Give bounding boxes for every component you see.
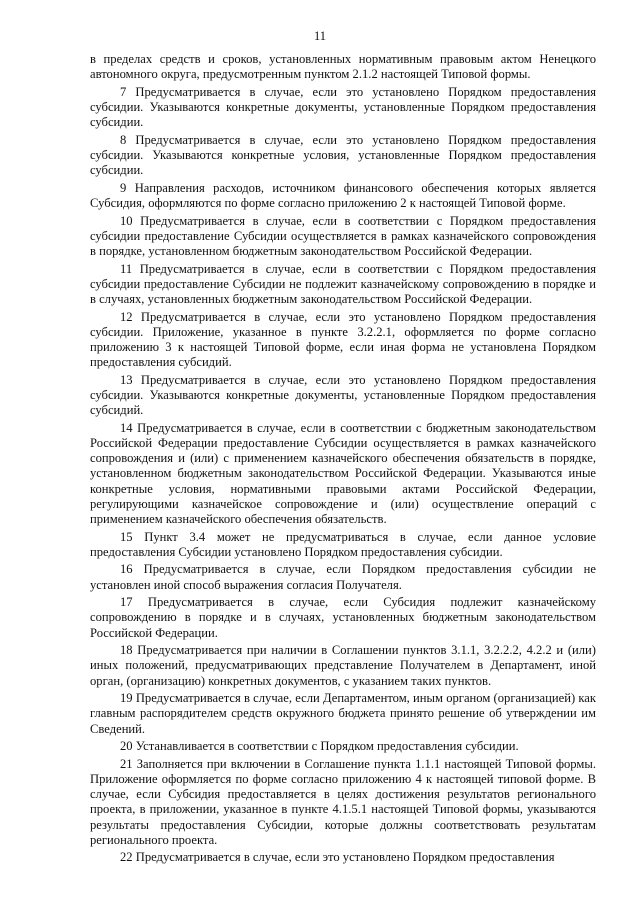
footnote-paragraph: 13 Предусматривается в случае, если это установлено Порядком предоставления субсидии. Указываются конкретные документы, установленные Порядком предоставления субсидий. [90, 372, 596, 418]
footnote-paragraph: 9 Направления расходов, источником финансового обеспечения которых является Субсидия, оформляются по форме согласно приложению 2 к настоящей Типовой форме. [90, 180, 596, 210]
footnote-paragraph: 8 Предусматривается в случае, если это установлено Порядком предоставления субсидии. Указываются конкретные условия, установленные Порядком предоставления субсидии. [90, 132, 596, 178]
footnote-paragraph: 16 Предусматривается в случае, если Порядком предоставления субсидии не установлен иной способ выражения согласия Получателя. [90, 562, 596, 592]
footnote-paragraph: 17 Предусматривается в случае, если Субсидия подлежит казначейскому сопровождению в порядке и в случаях, установленных бюджетным законодательством Российской Федерации. [90, 595, 596, 640]
footnote-paragraph: 15 Пункт 3.4 может не предусматриваться в случае, если данное условие предоставления Субсидии установлено Порядком предоставления субсидии. [90, 529, 596, 559]
footnote-paragraph: 7 Предусматривается в случае, если это установлено Порядком предоставления субсидии. Указываются конкретные документы, установленные Порядком предоставления субсидии. [90, 84, 596, 130]
footnote-paragraph: 20 Устанавливается в соответствии с Порядком предоставления субсидии. [120, 739, 519, 754]
footnote-paragraph: 22 Предусматривается в случае, если это установлено Порядком предоставления [120, 850, 555, 865]
footnote-paragraph: 18 Предусматривается при наличии в Соглашении пунктов 3.1.1, 3.2.2.2, 4.2.2 и (или) иных положений, предусматривающих представление Получателем в Департамент, иной орган, (организацию) конкретных документов, с указанием таких пунктов. [90, 643, 596, 688]
footnotes-body [90, 52, 596, 868]
footnote-paragraph: 14 Предусматривается в случае, если в соответствии с бюджетным законодательством Российской Федерации предоставление Субсидии осуществляется в рамках казначейского сопровождения и (или) с применением казначейского обеспечения обязательств в порядке, установленном бюджетным законодательством Российской Федерации. Указываются иные конкретные условия, нормативными правовыми актами Российской Федерации, регулирующими казначейское сопровождение и (или) осуществление операций с применением казначейского обеспечения обязательств. [90, 420, 596, 527]
footnote-paragraph: 12 Предусматривается в случае, если это установлено Порядком предоставления субсидии. Приложение, указанное в пункте 3.2.2.1, оформляется по форме согласно приложению 3 к настоящей Типовой форме, если иная форма не установлена Порядком предоставления субсидий. [90, 309, 596, 370]
footnote-paragraph: 19 Предусматривается в случае, если Департаментом, иным органом (организацией) как главным распорядителем средств окружного бюджета принято решение об утверждении им Сведений. [90, 691, 596, 736]
page-number: 11 [313, 29, 327, 43]
footnote-paragraph: 11 Предусматривается в случае, если в соответствии с Порядком предоставления субсидии предоставление Субсидии не подлежит казначейскому сопровождению в порядке и в случаях, установленных бюджетным законодательством Российской Федерации. [90, 261, 596, 306]
footnote-paragraph: 10 Предусматривается в случае, если в соответствии с Порядком предоставления субсидии предоставление Субсидии осуществляется в рамках казначейского сопровождения в порядке, установленном бюджетным законодательством Российской Федерации. [90, 213, 596, 258]
footnote-paragraph: 21 Заполняется при включении в Соглашение пункта 1.1.1 настоящей Типовой формы. Приложение оформляется по форме согласно приложению 4 к настоящей типовой форме. В случае, если Субсидия предоставляется в целях достижения результатов регионального проекта, в приложении, указанное в пункте 4.1.5.1 настоящей Типовой формы, указываются результаты предоставления Субсидии, которые должны соответствовать результатам регионального проекта. [90, 756, 596, 847]
footnote-paragraph: в пределах средств и сроков, установленных нормативным правовым актом Ненецкого автономного округа, предусмотренным пунктом 2.1.2 настоящей Типовой формы. [90, 52, 596, 82]
